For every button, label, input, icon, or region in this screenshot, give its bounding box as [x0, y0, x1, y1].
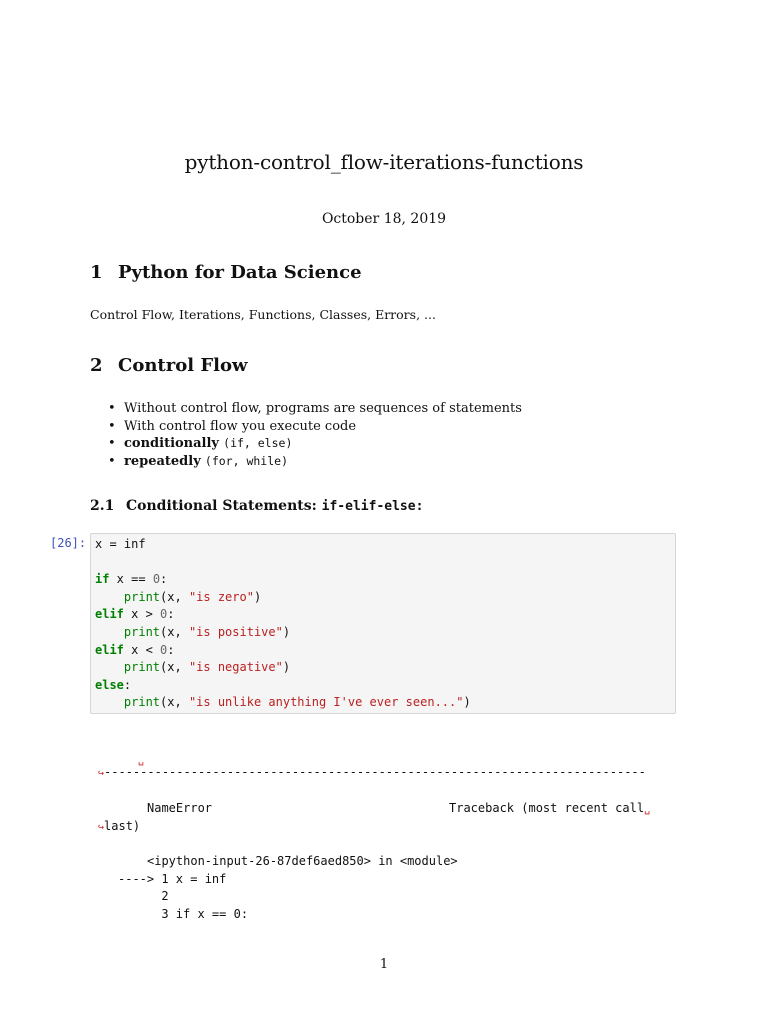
section-2-number: 2	[90, 355, 103, 376]
subsection-2-1-code-title: if-elif-else:	[321, 499, 424, 514]
traceback-label-cont: ↪last)	[98, 819, 141, 833]
document-date: October 18, 2019	[321, 211, 447, 227]
error-name: NameError	[147, 801, 213, 815]
section-1-number: 1	[90, 262, 103, 283]
section-1-title: Python for Data Science	[118, 262, 362, 283]
cell-prompt: [26]:	[50, 536, 87, 550]
wrap-marker: ␣	[138, 755, 145, 766]
code-line: x = inf	[95, 537, 146, 551]
section-1-heading	[90, 262, 362, 283]
list-item: • conditionally (if, else)	[90, 435, 522, 453]
page-number: 1	[379, 957, 389, 972]
code-line: print(x, "is zero")	[123, 589, 262, 604]
section-2-title: Control Flow	[118, 355, 248, 376]
code-line: print(x, "is negative")	[123, 660, 291, 675]
section-2-heading	[90, 355, 247, 376]
traceback-arrow-line: ----> 1 x = inf	[118, 872, 227, 886]
section-1-paragraph: Control Flow, Iterations, Functions, Classes, Errors, ...	[90, 307, 436, 322]
code-line: elif x > 0:	[95, 607, 175, 622]
subsection-2-1-heading	[90, 498, 423, 514]
code-line: else:	[95, 677, 132, 692]
list-item: • Without control flow, programs are sequences of statements	[90, 400, 522, 418]
code-cell-source[interactable]	[95, 536, 471, 712]
traceback-line-2: 2	[118, 889, 169, 903]
document-title: python-control_flow-iterations-functions	[184, 150, 584, 174]
subsection-2-1-number: 2.1	[90, 498, 115, 514]
control-flow-list	[90, 400, 522, 470]
code-line: print(x, "is positive")	[123, 624, 291, 639]
list-item: • With control flow you execute code	[90, 418, 522, 436]
code-line: elif x < 0:	[95, 642, 175, 657]
subsection-2-1-title: Conditional Statements:	[126, 498, 317, 514]
traceback-line-3: 3 if x == 0:	[118, 907, 249, 921]
code-line: if x == 0:	[95, 572, 168, 587]
traceback-dashes-line: ↪---------------------------------------------------------------------------	[98, 765, 646, 779]
traceback-label: Traceback (most recent call␣	[449, 801, 651, 815]
traceback-input-line: <ipython-input-26-87def6aed850> in <module>	[147, 854, 458, 868]
list-item: • repeatedly (for, while)	[90, 453, 522, 471]
code-line: print(x, "is unlike anything I've ever seen...")	[123, 695, 471, 710]
